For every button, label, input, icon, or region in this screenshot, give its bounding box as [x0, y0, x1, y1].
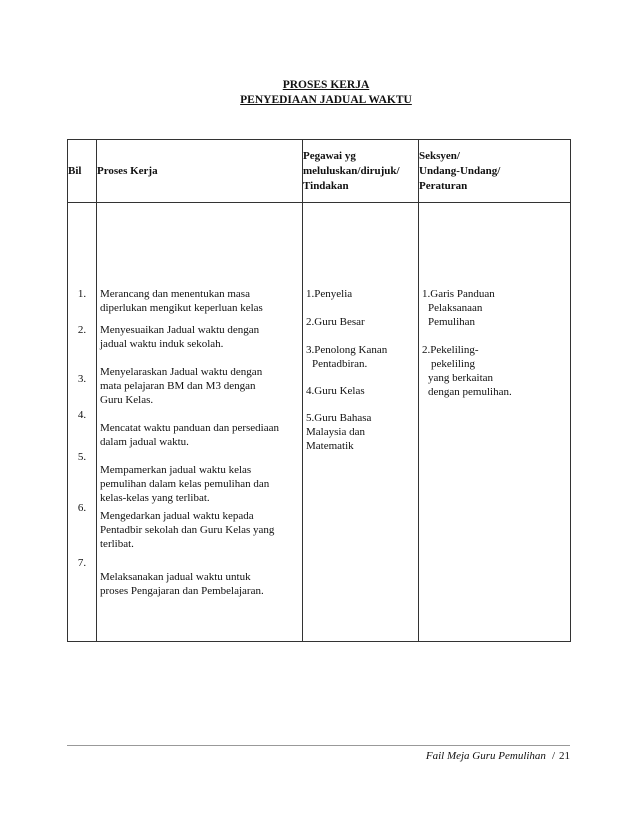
- pegawai-line: Matematik: [306, 440, 354, 452]
- pegawai-item: 1.Penyelia: [306, 288, 353, 300]
- header-seksyen: [419, 140, 571, 203]
- header-pegawai-line-3: Tindakan: [303, 179, 349, 192]
- header-proses-kerja: Proses Kerja: [97, 140, 303, 203]
- footer: [426, 750, 570, 762]
- proses-line: jadual waktu induk sekolah.: [100, 338, 224, 350]
- footer-text: Fail Meja Guru Pemulihan: [425, 750, 546, 762]
- proses-line: diperlukan mengikut keperluan kelas: [100, 302, 263, 314]
- seksyen-line: dengan pemulihan.: [428, 386, 512, 398]
- proses-item-2: [100, 323, 298, 351]
- header-pegawai-line-2: meluluskan/dirujuk/: [303, 164, 400, 177]
- proses-item-1: [100, 287, 298, 315]
- pegawai-item: [306, 411, 416, 453]
- proses-item-3: [100, 365, 298, 407]
- pegawai-line: 3.Penolong Kanan: [306, 344, 388, 356]
- pegawai-cell: [303, 203, 419, 642]
- page-number: 21: [559, 750, 570, 762]
- proses-item-5: [100, 463, 298, 505]
- seksyen-line: pekeliling: [431, 358, 475, 370]
- seksyen-cell: [419, 203, 571, 642]
- seksyen-line: 1.Garis Panduan: [422, 288, 495, 300]
- seksyen-item-2: [422, 343, 532, 399]
- seksyen-line: Pemulihan: [428, 316, 476, 328]
- proses-line: Merancang dan menentukan masa: [100, 288, 250, 300]
- header-bil: Bil: [68, 140, 97, 203]
- proses-line: dalam jadual waktu.: [100, 436, 189, 448]
- proses-item-7: [100, 570, 298, 598]
- footer-divider: [67, 745, 570, 746]
- bil-cell: [68, 203, 97, 642]
- proses-line: Menyesuaikan Jadual waktu dengan: [100, 324, 260, 336]
- process-table: [67, 139, 571, 642]
- pegawai-line: Malaysia dan: [306, 426, 365, 438]
- row-number: 2.: [77, 324, 87, 336]
- pegawai-line: Pentadbiran.: [312, 358, 368, 370]
- header-pegawai: [303, 140, 419, 203]
- row-number: 5.: [77, 451, 87, 463]
- pegawai-line: 5.Guru Bahasa: [306, 412, 372, 424]
- seksyen-item-1: [422, 287, 532, 329]
- proses-item-6: [100, 509, 298, 551]
- title-line-1: PROSES KERJA: [282, 79, 370, 91]
- proses-line: proses Pengajaran dan Pembelajaran.: [100, 585, 264, 597]
- proses-line: pemulihan dalam kelas pemulihan dan: [100, 478, 270, 490]
- seksyen-line: 2.Pekeliling-: [422, 344, 479, 356]
- row-number: 3.: [77, 373, 87, 385]
- header-seksyen-line-2: Undang-Undang/: [419, 164, 501, 177]
- seksyen-line: yang berkaitan: [428, 372, 494, 384]
- proses-line: Mencatat waktu panduan dan persediaan: [100, 422, 279, 434]
- seksyen-line: Pelaksanaan: [428, 302, 483, 314]
- pegawai-item: 4.Guru Kelas: [306, 385, 365, 397]
- footer-separator: /: [551, 750, 555, 762]
- title-block: [0, 78, 638, 108]
- proses-line: Mempamerkan jadual waktu kelas: [100, 464, 252, 476]
- proses-item-4: [100, 421, 298, 449]
- proses-line: terlibat.: [100, 538, 134, 550]
- header-pegawai-line-1: Pegawai yg: [303, 149, 356, 162]
- row-number: 1.: [77, 288, 87, 300]
- row-number: 4.: [77, 409, 87, 421]
- header-row: [68, 140, 571, 203]
- title-line-2: PENYEDIAAN JADUAL WAKTU: [240, 94, 412, 106]
- proses-line: Menyelaraskan Jadual waktu dengan: [100, 366, 263, 378]
- header-seksyen-line-3: Peraturan: [419, 179, 468, 192]
- header-seksyen-line-1: Seksyen/: [419, 149, 460, 162]
- pegawai-item: [306, 343, 416, 371]
- proses-line: mata pelajaran BM dan M3 dengan: [100, 380, 256, 392]
- row-number: 7.: [77, 557, 87, 569]
- proses-line: Guru Kelas.: [100, 394, 154, 406]
- proses-line: Melaksanakan jadual waktu untuk: [100, 571, 251, 583]
- body-row: [68, 203, 571, 642]
- proses-line: kelas-kelas yang terlibat.: [100, 492, 210, 504]
- pegawai-item: 2.Guru Besar: [306, 316, 365, 328]
- proses-cell: [97, 203, 303, 642]
- proses-line: Pentadbir sekolah dan Guru Kelas yang: [100, 524, 275, 536]
- row-number: 6.: [77, 502, 87, 514]
- proses-line: Mengedarkan jadual waktu kepada: [100, 510, 254, 522]
